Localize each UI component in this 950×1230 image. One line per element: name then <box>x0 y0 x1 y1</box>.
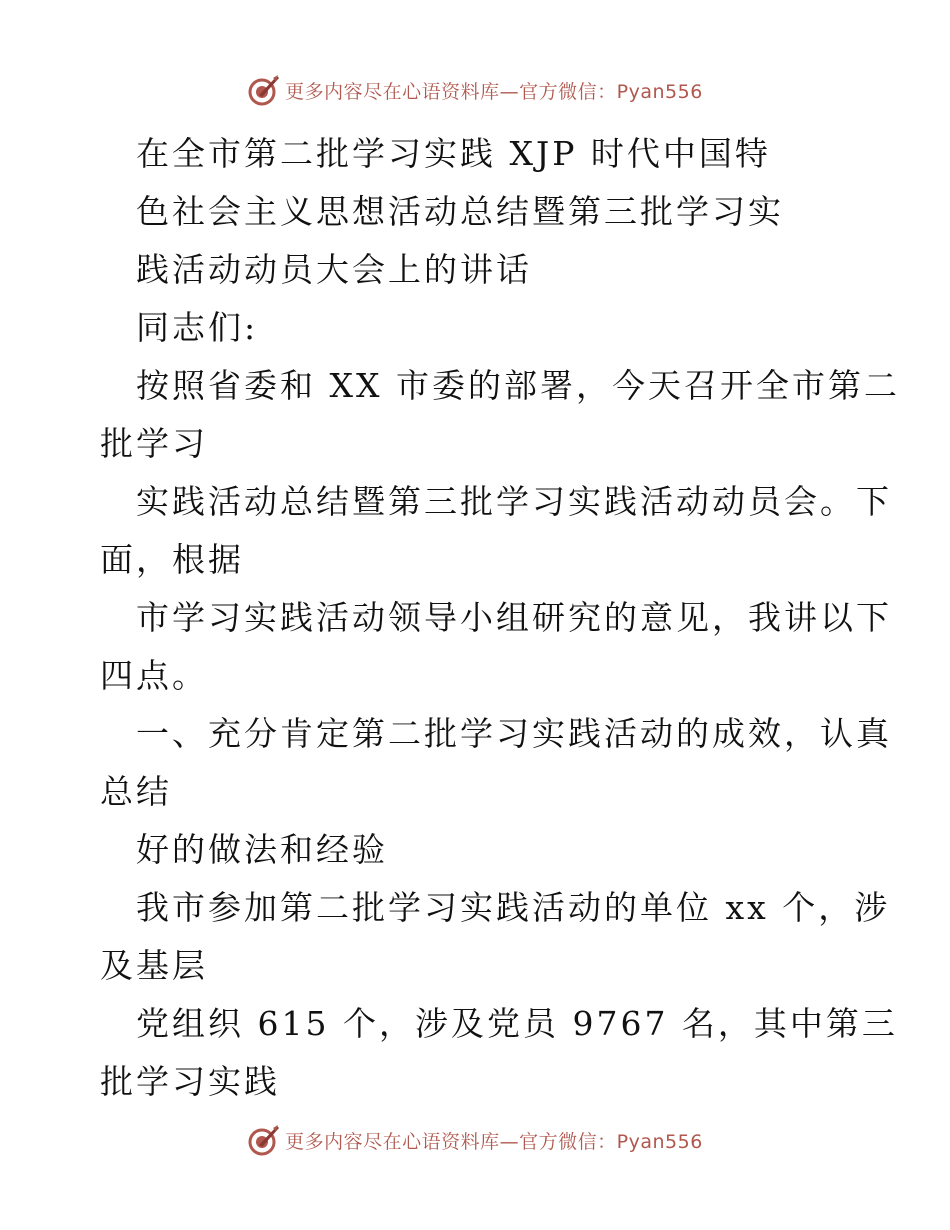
body-line: 党组织 615 个，涉及党员 9767 名，其中第三 <box>136 1004 898 1043</box>
quill-seal-icon <box>247 1123 281 1157</box>
document-title-line: 践活动动员大会上的讲话 <box>136 250 532 289</box>
body-line: 批学习实践 <box>100 1062 280 1101</box>
body-line: 总结 <box>100 772 172 811</box>
body-line: 一、充分肯定第二批学习实践活动的成效，认真 <box>136 714 892 753</box>
document-title-line: 在全市第二批学习实践 XJP 时代中国特 <box>136 134 771 173</box>
header-banner-text: 更多内容尽在心语资料库—官方微信：Pyan556 <box>285 80 703 103</box>
body-line: 及基层 <box>100 946 208 985</box>
quill-seal-icon <box>247 73 281 107</box>
body-line: 实践活动总结暨第三批学习实践活动动员会。下 <box>136 482 892 521</box>
header-banner <box>0 70 950 110</box>
footer-banner-text: 更多内容尽在心语资料库—官方微信：Pyan556 <box>285 1130 703 1153</box>
body-line: 批学习 <box>100 424 208 463</box>
salutation: 同志们: <box>136 308 259 347</box>
body-line: 面，根据 <box>100 540 244 579</box>
document-body <box>100 125 900 1111</box>
document-title-line: 色社会主义思想活动总结暨第三批学习实 <box>136 192 784 231</box>
body-line: 市学习实践活动领导小组研究的意见，我讲以下 <box>136 598 892 637</box>
body-line: 四点。 <box>100 656 208 695</box>
body-line: 按照省委和 XX 市委的部署，今天召开全市第二 <box>136 366 900 405</box>
body-line: 好的做法和经验 <box>136 830 388 869</box>
body-paragraphs <box>100 357 900 1111</box>
footer-banner <box>0 1120 950 1160</box>
body-line: 我市参加第二批学习实践活动的单位 xx 个，涉 <box>136 888 891 927</box>
